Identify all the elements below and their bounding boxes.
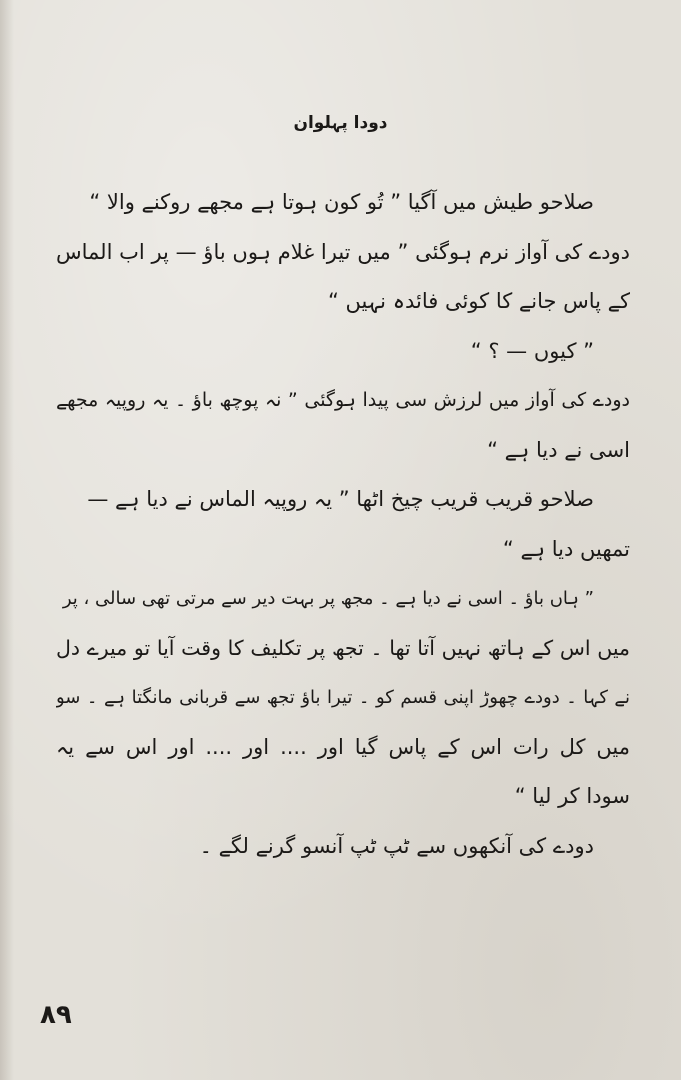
text-line: میں کل رات اس کے پاس گیا اور .... اور .... اور اس سے یہ [56, 734, 630, 759]
text-line: صلاحو طیش میں آگیا ” تُو کون ہوتا ہے مجھے روکنے والا “ [89, 190, 594, 214]
text-line: اسی نے دیا ہے “ [487, 437, 630, 462]
body-text [56, 178, 630, 871]
text-line: ” کیوں — ؟ “ [470, 338, 594, 363]
page-edge-shadow [0, 0, 14, 1080]
text-line: نے کہا ۔ دودے چھوڑ اپنی قسم کو ۔ تیرا باؤ تجھ سے قربانی مانگتا ہے ۔ سو [56, 687, 630, 708]
page-number: ۸۹ [40, 1000, 72, 1030]
text-line: ” ہاں باؤ ۔ اسی نے دیا ہے ۔ مجھ پر بہت دیر سے مرتی تھی سالی ، پر [62, 588, 594, 609]
text-line: کے پاس جانے کا کوئی فائدہ نہیں “ [328, 289, 630, 313]
text-line: دودے کی آنکھوں سے ٹپ ٹپ آنسو گرنے لگے ۔ [199, 833, 594, 858]
text-line: صلاحو قریب قریب چیخ اٹھا ” یہ روپیہ الماس نے دیا ہے — [87, 487, 594, 511]
text-line: دودے کی آواز نرم ہوگئی ” میں تیرا غلام ہوں باؤ — پر اب الماس [56, 239, 630, 264]
text-line: دودے کی آواز میں لرزش سی پیدا ہوگئی ” نہ پوچھ باؤ ۔ یہ روپیہ مجھے [56, 389, 630, 411]
text-line: سودا کر لیا “ [514, 784, 630, 808]
running-title: دودا پہلوان [293, 113, 388, 133]
text-line: تمھیں دیا ہے “ [502, 536, 630, 561]
text-line: میں اس کے ہاتھ نہیں آتا تھا ۔ تجھ پر تکلیف کا وقت آیا تو میرے دل [56, 635, 630, 660]
